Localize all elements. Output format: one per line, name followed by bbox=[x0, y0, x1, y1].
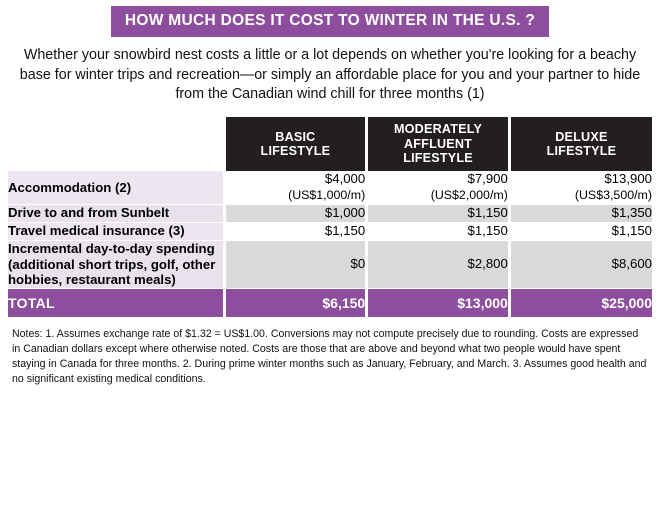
cell-spending-moderate: $2,800 bbox=[367, 240, 510, 289]
cell-drive-deluxe: $1,350 bbox=[509, 204, 652, 222]
cell-value: $13,900 bbox=[604, 171, 652, 187]
table-header-row bbox=[8, 117, 652, 171]
cell-subvalue: (US$1,000/m) bbox=[288, 188, 366, 203]
column-header-basic-line1: BASIC bbox=[275, 129, 316, 144]
table-total-row bbox=[8, 289, 652, 318]
cell-drive-moderate: $1,150 bbox=[367, 204, 510, 222]
cell-accommodation-deluxe bbox=[509, 171, 652, 204]
title-container bbox=[8, 6, 652, 37]
cell-accommodation-moderate bbox=[367, 171, 510, 204]
cell-subvalue: (US$2,000/m) bbox=[430, 188, 508, 203]
cell-medical-moderate: $1,150 bbox=[367, 222, 510, 240]
header-blank-cell bbox=[8, 117, 224, 171]
total-moderate: $13,000 bbox=[367, 289, 510, 318]
row-label-accommodation: Accommodation (2) bbox=[8, 171, 224, 204]
table-row bbox=[8, 204, 652, 222]
footnotes: Notes: 1. Assumes exchange rate of $1.32 = US$1.00. Conversions may not compute precisely due to rounding. Costs are expressed in Canadian dollars except where otherwise noted. Costs are those that are above and beyond what two people would have spent staying in Canada for three months. 2. During prime winter months such as January, February, and March. 3. Assumes good health and no significant existing medical conditions. bbox=[12, 328, 647, 386]
column-header-deluxe-line2: LIFESTYLE bbox=[546, 144, 617, 159]
cell-drive-basic: $1,000 bbox=[224, 204, 367, 222]
table-row bbox=[8, 240, 652, 289]
infographic-page bbox=[0, 6, 660, 505]
row-label-drive: Drive to and from Sunbelt bbox=[8, 204, 224, 222]
cell-medical-basic: $1,150 bbox=[224, 222, 367, 240]
column-header-deluxe-line1: DELUXE bbox=[555, 129, 608, 144]
total-label: TOTAL bbox=[8, 289, 224, 318]
column-header-basic-line2: LIFESTYLE bbox=[260, 144, 331, 159]
column-header-moderate-line1: MODERATELY bbox=[393, 122, 483, 137]
row-label-incremental-spending: Incremental day-to-day spending (additional short trips, golf, other hobbies, restaurant meals) bbox=[8, 240, 224, 289]
column-header-moderate-line2: AFFLUENT bbox=[403, 136, 473, 151]
cell-medical-deluxe: $1,150 bbox=[509, 222, 652, 240]
cell-spending-basic: $0 bbox=[224, 240, 367, 289]
column-header-deluxe bbox=[509, 117, 652, 171]
cell-value: $7,900 bbox=[467, 171, 508, 187]
column-header-basic bbox=[224, 117, 367, 171]
cost-comparison-table bbox=[8, 117, 652, 317]
column-header-moderately-affluent bbox=[367, 117, 510, 171]
total-deluxe: $25,000 bbox=[509, 289, 652, 318]
cell-spending-deluxe: $8,600 bbox=[509, 240, 652, 289]
row-label-travel-medical: Travel medical insurance (3) bbox=[8, 222, 224, 240]
cell-subvalue: (US$3,500/m) bbox=[574, 188, 652, 203]
cell-value: $4,000 bbox=[324, 171, 366, 187]
page-title: HOW MUCH DOES IT COST TO WINTER IN THE U.S. ? bbox=[111, 6, 549, 37]
intro-paragraph: Whether your snowbird nest costs a little or a lot depends on whether you're looking for a beachy base for winter trips and recreation—or simply an affordable place for you and your partner to hide from the Canadian wind chill for three months (1) bbox=[19, 47, 641, 103]
total-basic: $6,150 bbox=[224, 289, 367, 318]
table-row bbox=[8, 222, 652, 240]
table-row bbox=[8, 171, 652, 204]
column-header-moderate-line3: LIFESTYLE bbox=[403, 151, 473, 166]
cell-accommodation-basic bbox=[224, 171, 367, 204]
